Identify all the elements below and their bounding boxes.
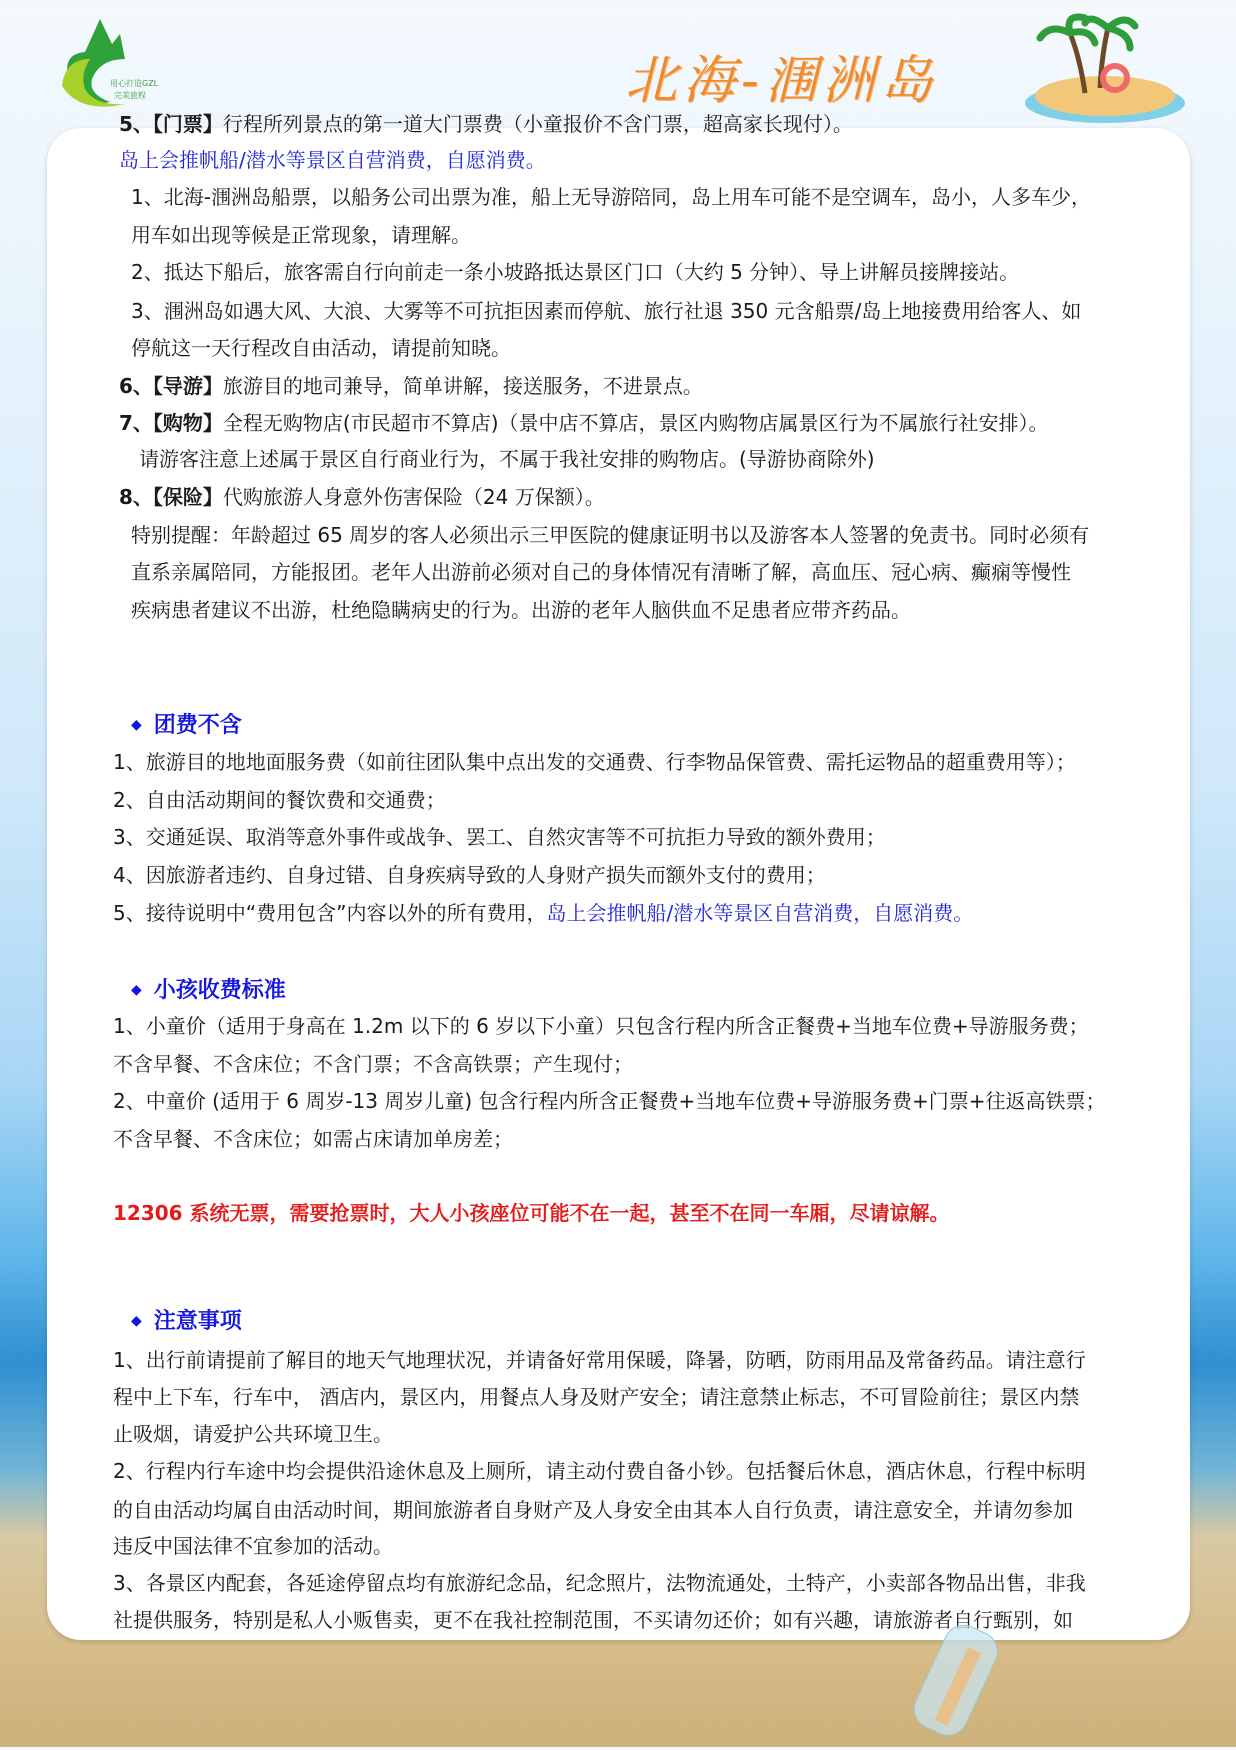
item-text: 1、出行前请提前了解目的地天气地理状况，并请备好常用保暖，降暑，防晒，防雨用品及常备药品。请注意行 xyxy=(113,1348,1086,1372)
item-text: 特别提醒：年龄超过 65 周岁的客人必须出示三甲医院的健康证明书以及游客本人签署的免责书。同时必须有 xyxy=(131,523,1090,547)
children-item xyxy=(113,1052,633,1076)
notes-item xyxy=(113,1459,1086,1483)
intro-line xyxy=(119,485,605,509)
item-text: 直系亲属陪同，方能报团。老年人出游前必须对自己的身体情况有清晰了解，高血压、冠心病、癫痫等慢性 xyxy=(131,560,1071,584)
excluded-item xyxy=(113,788,446,812)
item-text: 3、涠洲岛如遇大风、大浪、大雾等不可抗拒因素而停航、旅行社退 350 元含船票/岛上地接费用给客人、如 xyxy=(131,299,1082,323)
section-children-heading xyxy=(131,973,286,1004)
company-logo xyxy=(40,14,160,114)
section-notes-heading xyxy=(131,1304,242,1335)
excluded-item xyxy=(113,825,886,849)
bottle-illustration xyxy=(905,1610,1025,1750)
intro-line xyxy=(139,447,875,471)
children-item xyxy=(113,1089,1106,1113)
item-text: 的自由活动均属自由活动时间，期间旅游者自身财产及人身安全由其本人自行负责，请注意安全，并请勿参加 xyxy=(113,1498,1073,1522)
item-text: 用车如出现等候是正常现象，请理解。 xyxy=(131,223,471,247)
excluded-item xyxy=(113,901,973,925)
highlight-text: 岛上会推帆船/潜水等景区自营消费，自愿消费。 xyxy=(119,148,546,172)
notes-item xyxy=(113,1571,1086,1595)
intro-line xyxy=(131,598,911,622)
intro-line xyxy=(131,260,1019,284)
children-item xyxy=(113,1014,1089,1038)
item-text: 1、小童价（适用于身高在 1.2m 以下的 6 岁以下小童）只包含行程内所含正餐费+当地车位费+导游服务费； xyxy=(113,1014,1089,1038)
item-text: 旅游目的地司兼导，简单讲解，接送服务，不进景点。 xyxy=(222,374,703,398)
item-text: 停航这一天行程改自由活动，请提前知晓。 xyxy=(131,336,511,360)
item-label: 6、【导游】 xyxy=(119,374,223,398)
intro-line xyxy=(119,411,1049,435)
notes-item xyxy=(113,1348,1086,1372)
item-label: 8、【保险】 xyxy=(119,485,223,509)
item-text: 3、交通延误、取消等意外事件或战争、罢工、自然灾害等不可抗拒力导致的额外费用； xyxy=(113,825,886,849)
item-label: 7、【购物】 xyxy=(119,411,223,435)
notes-item xyxy=(113,1422,393,1446)
item-text: 2、行程内行车途中均会提供沿途休息及上厕所，请主动付费自备小钞。包括餐后休息，酒店休息，行程中标明 xyxy=(113,1459,1086,1483)
diamond-bullet-icon: ◆ xyxy=(131,1313,142,1329)
intro-line xyxy=(131,185,1091,209)
item-text: 1、北海-涠洲岛船票，以船务公司出票为准，船上无导游陪同，岛上用车可能不是空调车，岛小，人多车少， xyxy=(131,185,1091,209)
item-text: 程中上下车，行车中， 酒店内，景区内，用餐点人身及财产安全；请注意禁止标志，不可冒险前往；景区内禁 xyxy=(113,1385,1080,1409)
section-heading-text: 注意事项 xyxy=(153,1309,242,1334)
item-text: 2、中童价 (适用于 6 周岁-13 周岁儿童) 包含行程内所含正餐费+当地车位费+导游服务费+门票+往返高铁票； xyxy=(113,1089,1106,1113)
item-text: 5、接待说明中“费用包含”内容以外的所有费用， xyxy=(113,901,547,925)
item-text: 4、因旅游者违约、自身过错、自身疾病导致的人身财产损失而额外支付的费用； xyxy=(113,863,826,887)
intro-line xyxy=(119,374,703,398)
intro-line xyxy=(131,336,511,360)
item-text: 社提供服务，特别是私人小贩售卖，更不在我社控制范围，不买请勿还价；如有兴趣，请旅游者自行甄别，如 xyxy=(113,1608,1073,1632)
svg-text:完美旅程: 完美旅程 xyxy=(114,91,146,100)
item-text: 违反中国法律不宜参加的活动。 xyxy=(113,1534,393,1558)
ticket-warning: 12306 系统无票，需要抢票时，大人小孩座位可能不在一起，甚至不在同一车厢，尽请谅解。 xyxy=(113,1201,950,1225)
item-text: 2、自由活动期间的餐饮费和交通费； xyxy=(113,788,446,812)
notes-item xyxy=(113,1385,1079,1409)
notes-item xyxy=(113,1498,1073,1522)
item-text: 不含早餐、不含床位；不含门票；不含高铁票；产生现付； xyxy=(113,1052,633,1076)
item-text: 请游客注意上述属于景区自行商业行为，不属于我社安排的购物店。(导游协商除外) xyxy=(139,447,875,471)
intro-line xyxy=(131,523,1089,547)
item-text: 全程无购物店(市民超市不算店)（景中店不算店，景区内购物店属景区行为不属旅行社安排）。 xyxy=(222,411,1049,435)
intro-line xyxy=(131,560,1071,584)
item-text: 疾病患者建议不出游，杜绝隐瞒病史的行为。出游的老年人脑供血不足患者应带齐药品。 xyxy=(131,598,911,622)
notes-item xyxy=(113,1534,393,1558)
section-heading-text: 小孩收费标准 xyxy=(153,978,286,1003)
intro-line xyxy=(119,112,853,136)
item-label: 5、【门票】 xyxy=(119,112,223,136)
excluded-item xyxy=(113,863,826,887)
diamond-bullet-icon: ◆ xyxy=(131,717,142,733)
section-heading-text: 团费不含 xyxy=(153,713,242,738)
highlight-text: 岛上会推帆船/潜水等景区自营消费，自愿消费。 xyxy=(546,901,974,925)
item-text: 1、旅游目的地地面服务费（如前往团队集中点出发的交通费、行李物品保管费、需托运物品的超重费用等）； xyxy=(113,750,1076,774)
section-excluded-heading xyxy=(131,708,242,739)
excluded-item xyxy=(113,750,1076,774)
item-text: 2、抵达下船后，旅客需自行向前走一条小坡路抵达景区门口（大约 5 分钟）、导上讲解员接牌接站。 xyxy=(131,260,1020,284)
diamond-bullet-icon: ◆ xyxy=(131,982,142,998)
item-text: 不含早餐、不含床位；如需占床请加单房差； xyxy=(113,1127,513,1151)
header-title: 北海-涠洲岛 xyxy=(625,51,939,111)
intro-line xyxy=(131,299,1081,323)
item-text: 行程所列景点的第一道大门票费（小童报价不含门票，超高家长现付）。 xyxy=(222,112,853,136)
item-text: 3、各景区内配套，各延途停留点均有旅游纪念品，纪念照片，法物流通处，土特产，小卖部各物品出售，非我 xyxy=(113,1571,1086,1595)
svg-text:用心打造GZL: 用心打造GZL xyxy=(110,79,159,88)
item-text: 止吸烟，请爱护公共环境卫生。 xyxy=(113,1422,393,1446)
island-palm-icon xyxy=(990,8,1190,128)
intro-line xyxy=(119,148,546,172)
item-text: 代购旅游人身意外伤害保险（24 万保额）。 xyxy=(222,485,605,509)
intro-line xyxy=(131,223,471,247)
children-item xyxy=(113,1127,513,1151)
